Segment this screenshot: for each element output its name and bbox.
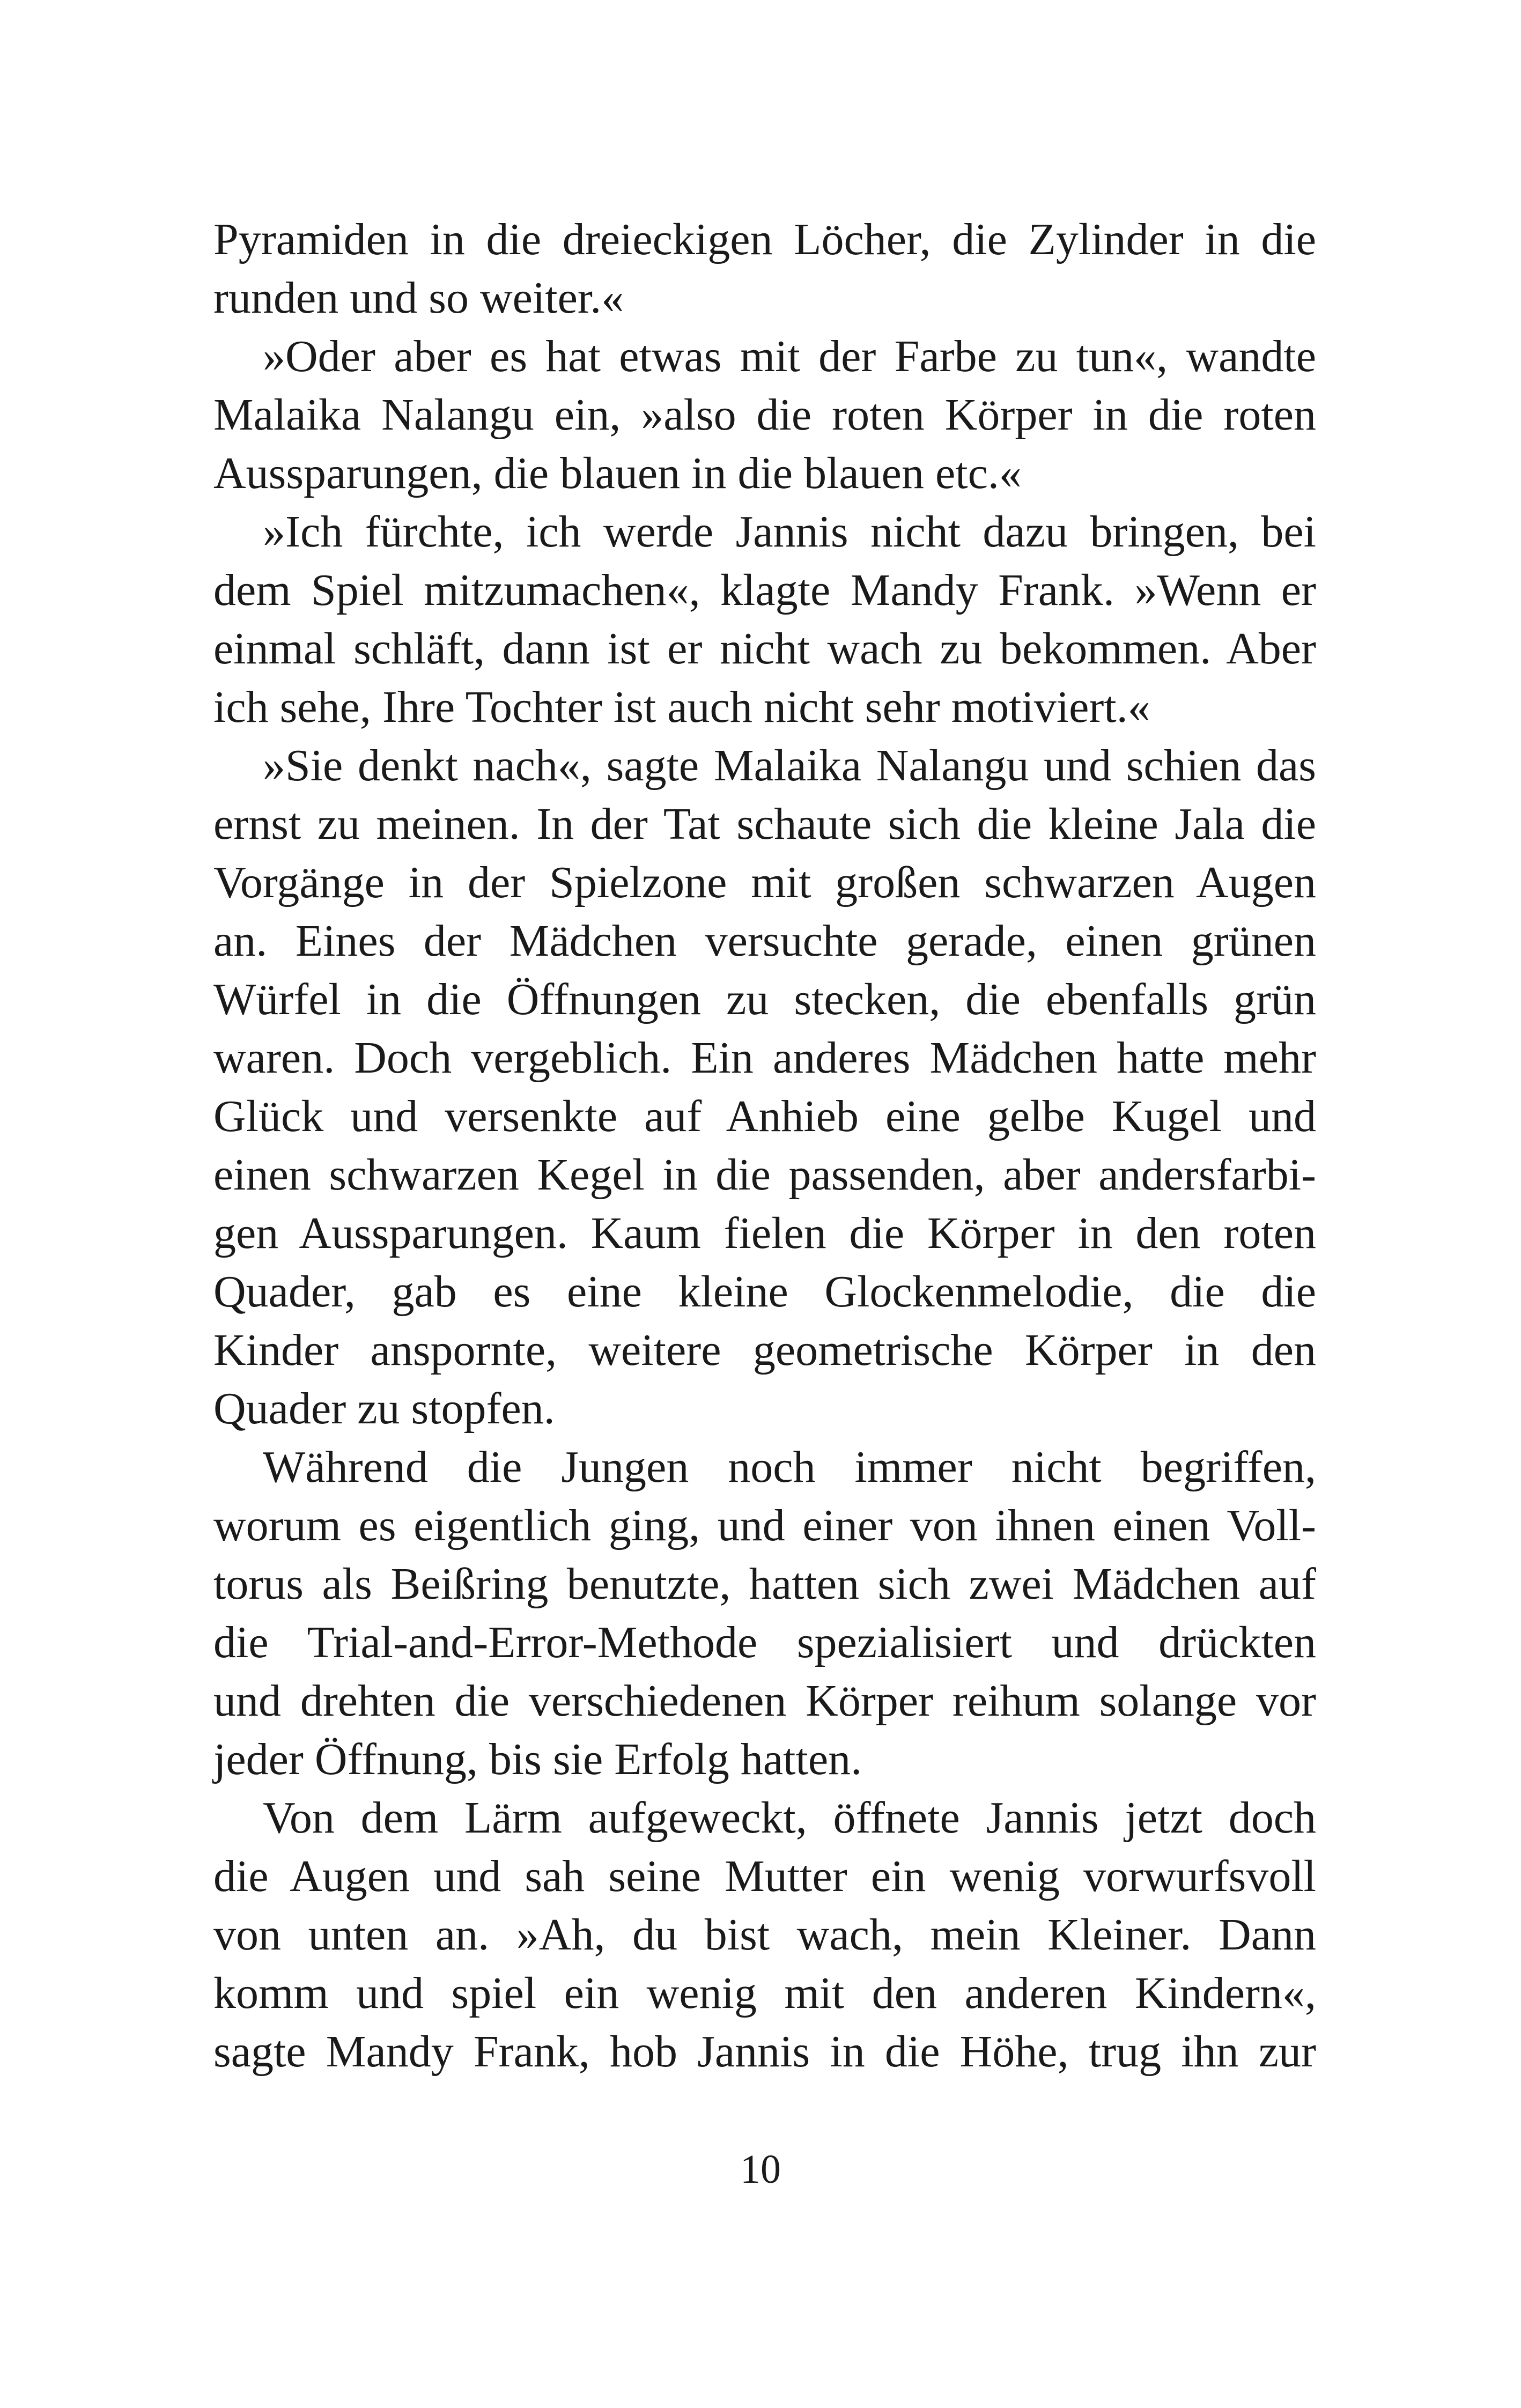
- text-line: Pyramiden in die dreieckigen Löcher, die Zylinder in die: [213, 215, 1316, 264]
- text-line: Vorgänge in der Spielzone mit großen schwarzen Augen: [213, 858, 1316, 907]
- text-line: dem Spiel mitzumachen«, klagte Mandy Frank. »Wenn er: [213, 565, 1316, 615]
- text-line: die Augen und sah seine Mutter ein wenig vorwurfsvoll: [213, 1851, 1316, 1901]
- text-line: und drehten die verschiedenen Körper reihum solange vor: [213, 1676, 1316, 1726]
- text-line: »Oder aber es hat etwas mit der Farbe zu tun«, wandte: [263, 331, 1316, 381]
- text-line: Würfel in die Öffnungen zu stecken, die ebenfalls grün: [213, 974, 1316, 1024]
- page-number: 10: [740, 2147, 781, 2192]
- text-line: die Trial-and-Error-Methode spezialisiert und drückten: [213, 1617, 1316, 1667]
- text-line: torus als Beißring benutzte, hatten sich zwei Mädchen auf: [213, 1559, 1316, 1609]
- text-line: komm und spiel ein wenig mit den anderen Kindern«,: [213, 1968, 1316, 2018]
- text-line: Glück und versenkte auf Anhieb eine gelbe Kugel und: [213, 1091, 1316, 1141]
- text-line: »Sie denkt nach«, sagte Malaika Nalangu und schien das: [263, 741, 1316, 791]
- text-line: Kinder anspornte, weitere geometrische Körper in den: [213, 1325, 1316, 1375]
- text-line: »Ich fürchte, ich werde Jannis nicht dazu bringen, bei: [263, 507, 1316, 557]
- text-line: waren. Doch vergeblich. Ein anderes Mädchen hatte mehr: [213, 1033, 1316, 1083]
- text-line: jeder Öffnung, bis sie Erfolg hatten.: [213, 1734, 862, 1784]
- text-line: Aussparungen, die blauen in die blauen etc.«: [213, 448, 1022, 498]
- text-line: Quader, gab es eine kleine Glockenmelodie, die die: [213, 1267, 1316, 1317]
- text-line: Von dem Lärm aufgeweckt, öffnete Jannis jetzt doch: [263, 1793, 1316, 1843]
- text-line: gen Aussparungen. Kaum fielen die Körper in den roten: [213, 1208, 1316, 1258]
- text-line: Während die Jungen noch immer nicht begriffen,: [263, 1442, 1316, 1492]
- text-line: runden und so weiter.«: [213, 273, 624, 323]
- text-line: ernst zu meinen. In der Tat schaute sich die kleine Jala die: [213, 799, 1316, 849]
- page-body-text: [213, 210, 1316, 2081]
- text-line: von unten an. »Ah, du bist wach, mein Kleiner. Dann: [213, 1910, 1316, 1960]
- text-line: Quader zu stopfen.: [213, 1384, 555, 1434]
- text-line: ich sehe, Ihre Tochter ist auch nicht sehr motiviert.«: [213, 682, 1150, 732]
- text-line: Malaika Nalangu ein, »also die roten Körper in die roten: [213, 390, 1316, 440]
- text-line: an. Eines der Mädchen versuchte gerade, einen grünen: [213, 916, 1316, 966]
- text-line: einmal schläft, dann ist er nicht wach zu bekommen. Aber: [213, 624, 1316, 674]
- text-line: sagte Mandy Frank, hob Jannis in die Höhe, trug ihn zur: [213, 2027, 1316, 2077]
- text-line: einen schwarzen Kegel in die passenden, aber andersfarbi-: [213, 1150, 1316, 1200]
- text-line: worum es eigentlich ging, und einer von ihnen einen Voll-: [213, 1501, 1316, 1550]
